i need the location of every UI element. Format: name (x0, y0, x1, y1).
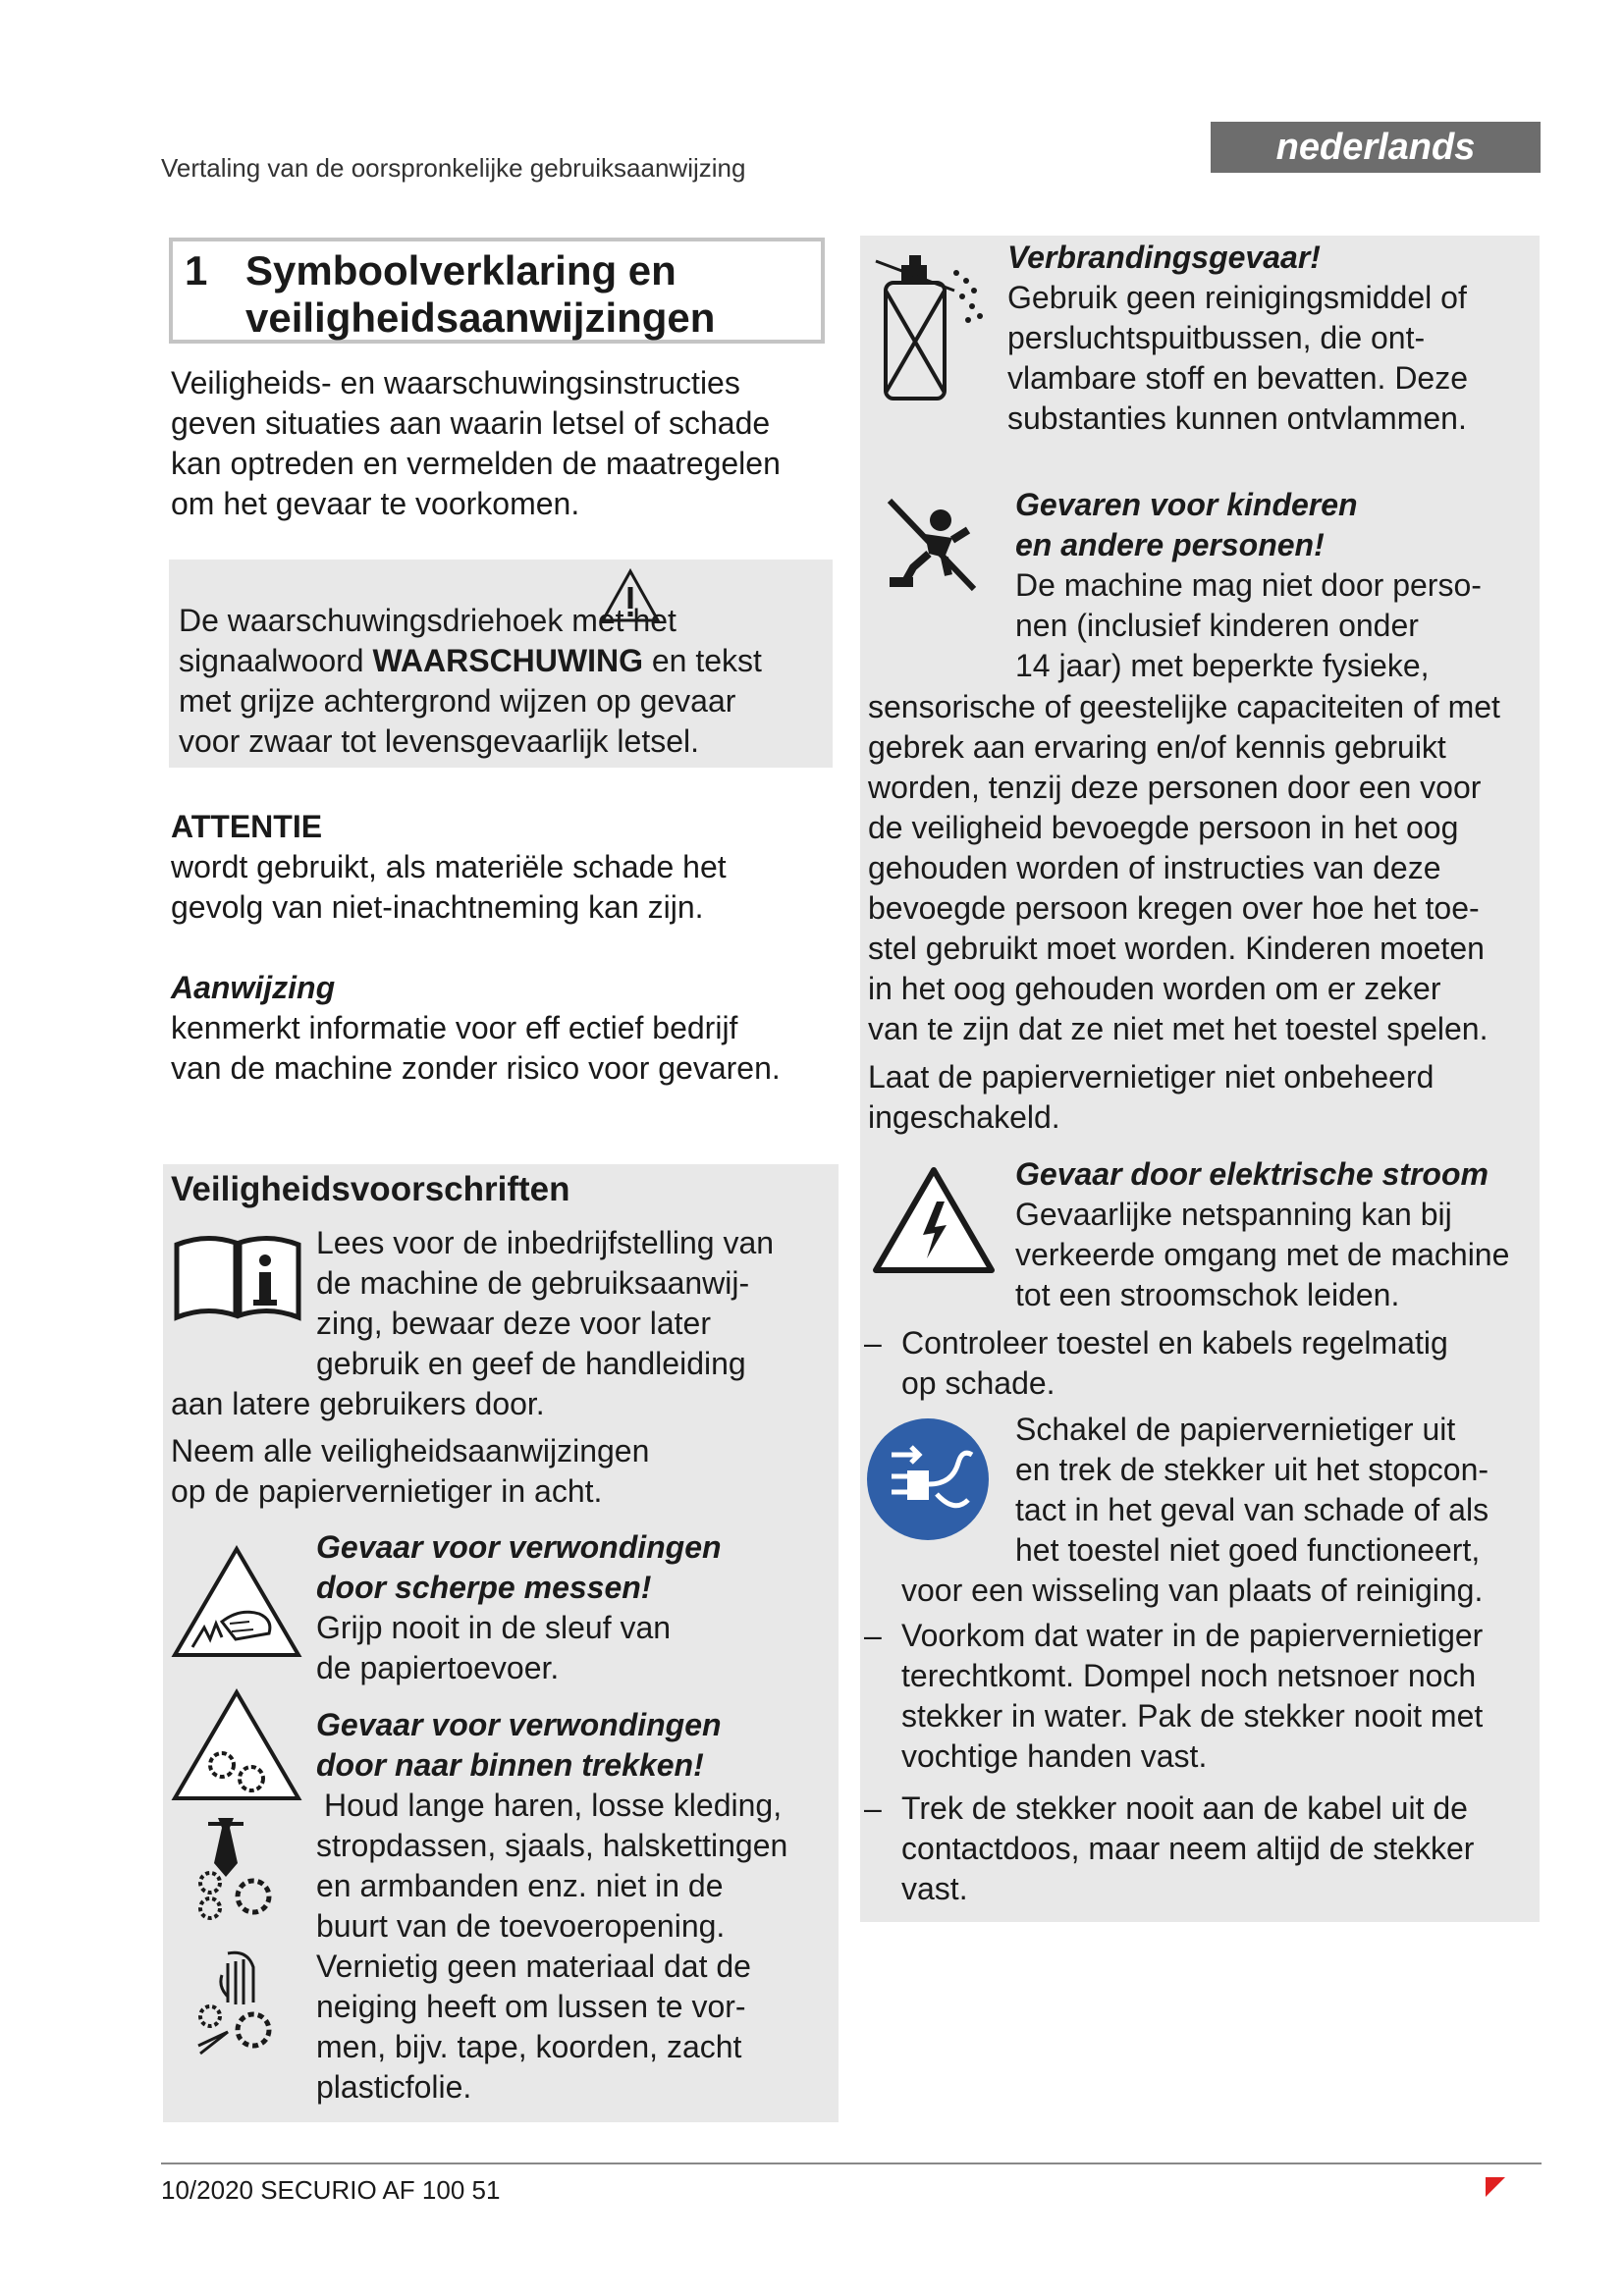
children-line: van te zijn dat ze niet met het toestel spelen. (868, 1011, 1489, 1046)
children-line: de veiligheid bevoegde persoon in het oog (868, 810, 1459, 845)
children-line: gebrek aan ervaring en/of kennis gebruikt (868, 729, 1446, 765)
unplug-line: en trek de stekker uit het stopcon- (1015, 1452, 1489, 1487)
sharp-blades-warning-icon (171, 1545, 302, 1661)
section-title (245, 247, 795, 342)
warning-line: voor zwaar tot levensgevaarlijk letsel. (179, 723, 700, 759)
attentie-line: wordt gebruikt, als materiële schade het (171, 849, 727, 884)
read-line: zing, bewaar deze voor later (316, 1306, 711, 1341)
section-title-line: veiligheidsaanwijzingen (245, 294, 716, 341)
knives-warning-text (316, 1527, 837, 1688)
text-run: met (571, 603, 624, 638)
children-title: Gevaren voor kinderen (1015, 487, 1358, 522)
unplug-mandatory-icon (864, 1415, 992, 1543)
unplug-tail (901, 1571, 1540, 1611)
intro-line: kan optreden en vermelden de maatregelen (171, 446, 781, 481)
children-line: bevoegde persoon kregen over hoe het toe- (868, 890, 1480, 926)
read-line: aan latere gebruikers door. (171, 1386, 545, 1421)
knives-title: Gevaar voor verwondingen (316, 1529, 722, 1565)
pull-in-line: en armbanden enz. niet in de (316, 1868, 724, 1903)
children-extra-line: Laat de papiervernietiger niet onbeheerd (868, 1059, 1435, 1095)
pull-in-title: door naar binnen trekken! (316, 1747, 704, 1783)
intro-line: geven situaties aan waarin letsel of schade (171, 405, 771, 441)
section-title-line: Symboolverklaring en (245, 247, 677, 294)
children-warning-head (1015, 485, 1536, 686)
pull-in-title: Gevaar voor verwondingen (316, 1707, 722, 1742)
warning-line (179, 601, 827, 641)
read-line: gebruik en geef de handleiding (316, 1346, 746, 1381)
attentie-heading: ATTENTIE (171, 809, 323, 844)
dash-line: op schade. (901, 1365, 1056, 1401)
neem-line: op de papiervernietiger in acht. (171, 1473, 603, 1509)
knives-line: Grijp nooit in de sleuf van (316, 1610, 672, 1645)
dash-mark: – (864, 1790, 882, 1826)
no-spray-can-icon (872, 251, 994, 408)
dash-line: vochtige handen vast. (901, 1738, 1208, 1774)
aanwijzing-block (171, 968, 848, 1089)
children-line: 14 jaar) met beperkte fysieke, (1015, 648, 1430, 683)
tie-gears-icon (189, 1814, 283, 1924)
footer-divider (161, 2163, 1542, 2164)
dash-line: Controleer toestel en kabels regelmatig (901, 1325, 1448, 1361)
unplug-line: het toestel niet goed functioneert, (1015, 1532, 1481, 1568)
children-line: worden, tenzij deze personen door een voor (868, 770, 1482, 805)
pull-in-warning-text (316, 1705, 837, 2108)
gears-warning-icon (171, 1688, 302, 1804)
pull-in-line: plasticfolie. (316, 2069, 472, 2105)
aanwijzing-line: kenmerkt informatie voor eff ectief bedrijf (171, 1010, 738, 1045)
no-children-icon (880, 495, 982, 597)
read-manual-tail (171, 1384, 829, 1424)
read-line: Lees voor de inbedrijfstelling van (316, 1225, 775, 1260)
electric-line: verkeerde omgang met de machine (1015, 1237, 1510, 1272)
intro-paragraph (171, 363, 839, 524)
text-run: het (623, 603, 677, 638)
attentie-block (171, 807, 839, 928)
children-line: De machine mag niet door perso- (1015, 567, 1482, 603)
electric-hazard-icon (870, 1164, 998, 1276)
children-line: gehouden worden of instructies van deze (868, 850, 1441, 885)
read-manual-text (316, 1223, 827, 1384)
signal-word: WAARSCHUWING (372, 643, 643, 678)
warning-line: met grijze achtergrond wijzen op gevaar (179, 683, 736, 719)
aanwijzing-heading: Aanwijzing (171, 970, 336, 1005)
dash-line: Voorkom dat water in de papiervernietiger (901, 1618, 1484, 1653)
pull-in-line: Houd lange haren, losse kleding, (324, 1788, 783, 1823)
unplug-line: voor een wisseling van plaats of reiniging. (901, 1573, 1484, 1608)
dash-content (901, 1616, 1530, 1777)
warning-box-text (179, 601, 827, 762)
document-subtitle: Vertaling van de oorspronkelijke gebruiksaanwijzing (161, 153, 746, 183)
intro-line: Veiligheids- en waarschuwingsinstructies (171, 365, 740, 400)
pull-in-line: neiging heeft om lussen te vor- (316, 1989, 746, 2024)
hair-gears-icon (189, 1948, 283, 2057)
read-line: de machine de gebruiksaanwij- (316, 1265, 750, 1301)
text-run: en tekst (642, 643, 762, 678)
neem-text (171, 1431, 829, 1512)
dash-line: terechtkomt. Dompel noch netsnoer noch (901, 1658, 1477, 1693)
unplug-line: tact in het geval van schade of als (1015, 1492, 1489, 1527)
unplug-line: Schakel de papiervernietiger uit (1015, 1412, 1456, 1447)
text-run: signaalwoord (179, 643, 373, 678)
page-corner-mark (1486, 2177, 1505, 2197)
language-badge: nederlands (1211, 122, 1541, 173)
dash-line: stekker in water. Pak de stekker nooit met (901, 1698, 1484, 1734)
dash-content (901, 1323, 1530, 1404)
dash-mark: – (864, 1618, 882, 1653)
dash-line: vast. (901, 1871, 968, 1906)
dash-line: Trek de stekker nooit aan de kabel uit de (901, 1790, 1468, 1826)
section-title-box (169, 238, 825, 344)
children-line: stel gebruikt moet worden. Kinderen moeten (868, 931, 1485, 966)
burn-warning-text (1007, 238, 1538, 439)
aanwijzing-line: van de machine zonder risico voor gevaren. (171, 1050, 781, 1086)
pull-in-line: stropdassen, sjaals, halskettingen (316, 1828, 788, 1863)
electric-warning-text (1015, 1154, 1538, 1315)
warning-line (179, 641, 827, 681)
children-line: nen (inclusief kinderen onder (1015, 608, 1419, 643)
text-run: De waarschuwingsdriehoek (179, 603, 572, 638)
neem-line: Neem alle veiligheidsaanwijzingen (171, 1433, 650, 1468)
knives-line: de papiertoevoer. (316, 1650, 560, 1685)
burn-line: substanties kunnen ontvlammen. (1007, 400, 1467, 436)
burn-line: Gebruik geen reinigingsmiddel of (1007, 280, 1467, 315)
intro-line: om het gevaar te voorkomen. (171, 486, 580, 521)
children-line: in het oog gehouden worden om er zeker (868, 971, 1441, 1006)
children-warning-body (868, 687, 1536, 1138)
electric-line: Gevaarlijke netspanning kan bij (1015, 1197, 1452, 1232)
dash-content (901, 1789, 1530, 1909)
burn-title: Verbrandingsgevaar! (1007, 240, 1321, 275)
children-extra-line: ingeschakeld. (868, 1099, 1060, 1135)
children-line: sensorische of geestelijke capaciteiten of met (868, 689, 1500, 724)
knives-title: door scherpe messen! (316, 1570, 652, 1605)
footer-text: 10/2020 SECURIO AF 100 51 (161, 2175, 501, 2205)
safety-rules-heading: Veiligheidsvoorschriften (171, 1170, 570, 1208)
dash-mark: – (864, 1325, 882, 1361)
pull-in-line: Vernietig geen materiaal dat de (316, 1949, 751, 1984)
attentie-line: gevolg van niet-inachtneming kan zijn. (171, 889, 704, 925)
section-number: 1 (185, 247, 208, 294)
electric-title: Gevaar door elektrische stroom (1015, 1156, 1489, 1192)
burn-line: persluchtspuitbussen, die ont- (1007, 320, 1426, 355)
dash-line: contactdoos, maar neem altijd de stekker (901, 1831, 1475, 1866)
manual-info-icon (171, 1229, 304, 1323)
burn-line: vlambare stoff en bevatten. Deze (1007, 360, 1469, 396)
pull-in-line: buurt van de toevoeropening. (316, 1908, 726, 1944)
electric-line: tot een stroomschok leiden. (1015, 1277, 1400, 1312)
pull-in-line: men, bijv. tape, koorden, zacht (316, 2029, 742, 2064)
children-title: en andere personen! (1015, 527, 1325, 562)
unplug-text (1015, 1410, 1540, 1571)
